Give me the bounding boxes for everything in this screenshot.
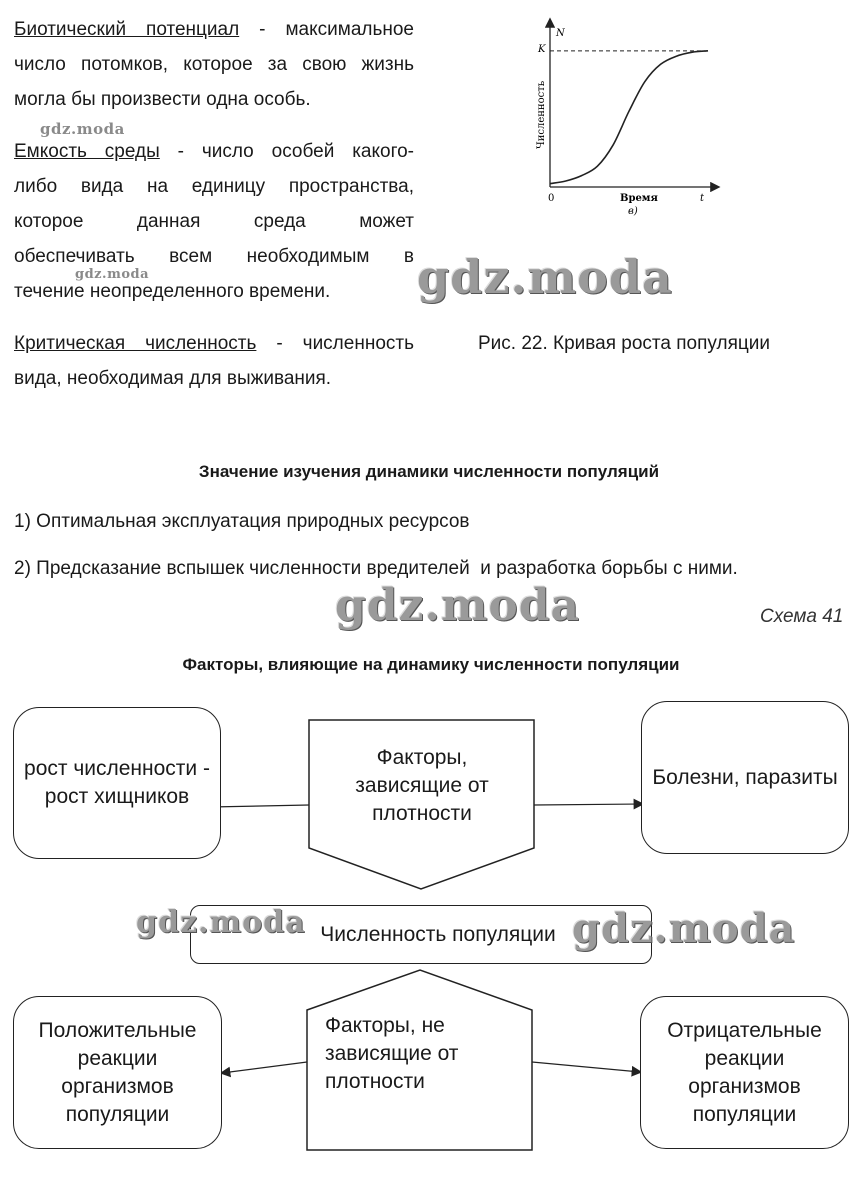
arrow-to-bottom-left xyxy=(222,1062,307,1073)
watermark: gdz.moda xyxy=(136,905,306,940)
x-axis-label: Время xyxy=(620,193,658,204)
box-population-number: Численность популяции xyxy=(190,905,652,964)
definition-line xyxy=(14,134,414,169)
scheme-heading: Факторы, влияющие на динамику численности популяции xyxy=(182,655,680,674)
k-label: K xyxy=(538,44,546,55)
definition-text: - численность xyxy=(256,333,414,354)
box-positive-reactions: Положительные реакции организмов популяции xyxy=(13,996,222,1149)
origin-label: 0 xyxy=(548,193,555,204)
list-item: 1) Оптимальная эксплуатация природных ресурсов xyxy=(14,511,470,532)
definition-line: вида, необходимая для выживания. xyxy=(14,368,332,389)
definition-environment-capacity xyxy=(14,134,414,309)
definition-line: обеспечивать всем необходимым в xyxy=(14,246,414,267)
definition-line: течение неопределенного времени. xyxy=(14,281,331,302)
definition-line xyxy=(14,12,414,47)
definition-line: которое данная среда может xyxy=(14,211,414,232)
t-label: t xyxy=(700,193,705,204)
definition-line: могла бы произвести одна особь. xyxy=(14,89,311,110)
watermark: gdz.moda xyxy=(75,267,150,282)
density-independent-label: Факторы, не зависящие от плотности xyxy=(325,1014,459,1093)
n-label: N xyxy=(556,28,565,39)
watermark: gdz.moda xyxy=(417,250,673,304)
definition-line xyxy=(14,326,414,361)
definition-critical-number xyxy=(14,326,414,396)
definition-biotic-potential xyxy=(14,12,414,117)
arrow-to-top-left xyxy=(210,805,309,807)
watermark: gdz.moda xyxy=(335,580,581,631)
section-heading: Значение изучения динамики численности популяций xyxy=(198,462,660,481)
box-diseases-parasites: Болезни, паразиты xyxy=(641,701,849,854)
definition-term: Критическая численность xyxy=(14,333,257,354)
scheme-number: Схема 41 xyxy=(760,606,844,627)
growth-curve-chart xyxy=(520,14,730,224)
figure-caption: Рис. 22. Кривая роста популяции xyxy=(478,333,770,354)
box-predator-growth: рост численности - рост хищников xyxy=(13,707,221,859)
definition-term: Емкость среды xyxy=(14,141,160,162)
list-item: 2) Предсказание вспышек численности вредителей и разработка борьбы с ними. xyxy=(14,558,738,579)
definition-line: либо вида на единицу пространства, xyxy=(14,176,414,197)
definition-line: число потомков, которое за свою жизнь xyxy=(14,54,414,75)
watermark: gdz.moda xyxy=(40,120,125,138)
arrow-to-top-right xyxy=(534,804,642,805)
y-axis-label: Численность xyxy=(536,80,547,149)
definition-text: - число особей какого- xyxy=(159,141,414,162)
density-dependent-label: Факторы, зависящие от плотности xyxy=(355,746,489,825)
definition-text: - максимальное xyxy=(239,19,414,40)
growth-curve-line xyxy=(550,51,708,184)
watermark: gdz.moda xyxy=(572,905,796,952)
definition-term: Биотический потенциал xyxy=(14,19,240,40)
panel-label: в) xyxy=(628,206,638,217)
box-negative-reactions: Отрицательные реакции организмов популяции xyxy=(640,996,849,1149)
arrow-to-bottom-right xyxy=(532,1062,640,1072)
